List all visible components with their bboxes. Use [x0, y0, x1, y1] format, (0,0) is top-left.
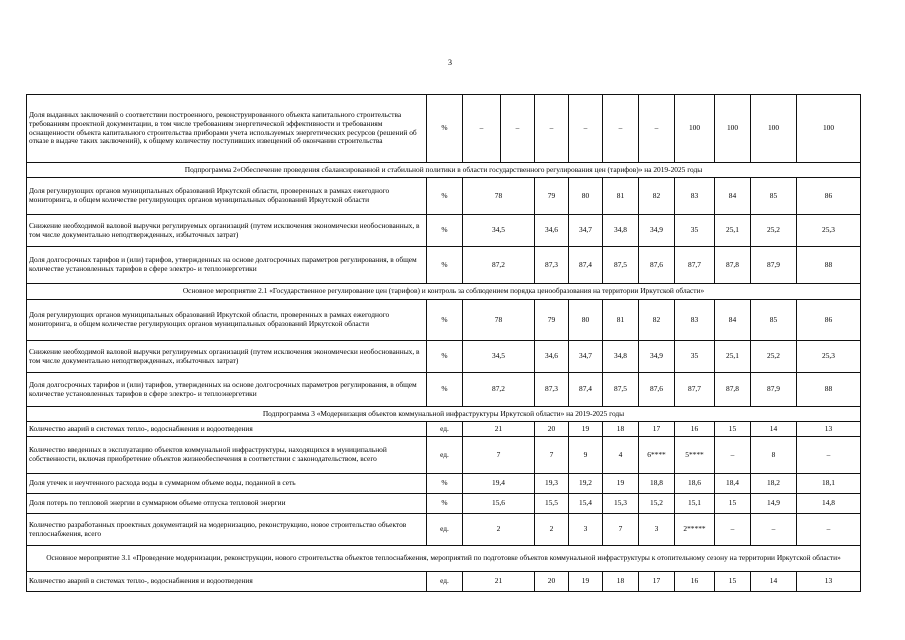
- indicator-row: [27, 437, 861, 474]
- page-number: 3: [448, 58, 452, 67]
- value-cell: –: [715, 437, 751, 474]
- value-cell: 82: [639, 178, 675, 215]
- value-cell: 79: [535, 178, 569, 215]
- value-cell: 84: [715, 300, 751, 341]
- unit-cell: %: [427, 95, 463, 163]
- value-cell: 25,1: [715, 341, 751, 373]
- value-cell: 16: [675, 572, 715, 592]
- value-cell: 8: [751, 437, 797, 474]
- value-cell: 88: [797, 247, 861, 284]
- indicator-row: [27, 474, 861, 494]
- unit-cell: %: [427, 247, 463, 284]
- value-cell: –: [751, 514, 797, 546]
- unit-cell: %: [427, 215, 463, 247]
- value-cell: 15,1: [675, 494, 715, 514]
- value-cell: 35: [675, 215, 715, 247]
- indicator-name: Количество разработанных проектных документаций на модернизацию, реконструкцию, новое строительство объектов теплоснабжения, всего: [27, 514, 427, 546]
- value-cell: 15,3: [603, 494, 639, 514]
- value-cell: 83: [675, 300, 715, 341]
- unit-cell: %: [427, 474, 463, 494]
- indicator-row: [27, 422, 861, 437]
- value-cell: 86: [797, 178, 861, 215]
- value-cell: 21: [463, 422, 535, 437]
- value-cell: 15,5: [535, 494, 569, 514]
- value-cell: 34,8: [603, 215, 639, 247]
- value-cell: 7: [535, 437, 569, 474]
- value-cell: 19: [603, 474, 639, 494]
- value-cell: 34,9: [639, 341, 675, 373]
- value-cell: 15,4: [569, 494, 603, 514]
- unit-cell: %: [427, 373, 463, 407]
- value-cell: 87,9: [751, 373, 797, 407]
- value-cell: 80: [569, 300, 603, 341]
- value-cell: 16: [675, 422, 715, 437]
- value-cell: 3: [569, 514, 603, 546]
- value-cell: 21: [463, 572, 535, 592]
- unit-cell: ед.: [427, 437, 463, 474]
- indicator-row: [27, 247, 861, 284]
- unit-cell: %: [427, 178, 463, 215]
- indicator-row: [27, 95, 861, 163]
- value-cell: 18,4: [715, 474, 751, 494]
- indicator-name: Доля утечек и неучтенного расхода воды в суммарном объеме воды, поданной в сеть: [27, 474, 427, 494]
- indicator-row: [27, 341, 861, 373]
- value-cell: 87,8: [715, 247, 751, 284]
- value-cell: 5****: [675, 437, 715, 474]
- value-cell: 87,5: [603, 373, 639, 407]
- value-cell: 2: [463, 514, 535, 546]
- value-cell: 20: [535, 572, 569, 592]
- value-cell: 87,6: [639, 247, 675, 284]
- value-cell: 34,8: [603, 341, 639, 373]
- unit-cell: ед.: [427, 514, 463, 546]
- value-cell: 81: [603, 300, 639, 341]
- value-cell: 34,7: [569, 341, 603, 373]
- value-cell: 79: [535, 300, 569, 341]
- unit-cell: %: [427, 494, 463, 514]
- value-cell: 14: [751, 422, 797, 437]
- indicator-row: [27, 178, 861, 215]
- value-cell: 87,3: [535, 373, 569, 407]
- value-cell: 18,1: [797, 474, 861, 494]
- value-cell: 78: [463, 178, 535, 215]
- value-cell: –: [463, 95, 501, 163]
- section-header-row: [27, 546, 861, 572]
- section-header-row: [27, 284, 861, 300]
- value-cell: 19: [569, 572, 603, 592]
- indicator-name: Количество аварий в системах тепло-, водоснабжения и водоотведения: [27, 572, 427, 592]
- indicator-name: Доля регулирующих органов муниципальных образований Иркутской области, проверенных в рамках ежегодного мониторинга, в общем количестве регулирующих органов муниципальных образований Иркутской области: [27, 178, 427, 215]
- value-cell: 35: [675, 341, 715, 373]
- indicator-name: Количество введенных в эксплуатацию объектов коммунальной инфраструктуры, находящихся в муниципальной собственности, включая приобретение объектов жизнеобеспечения в соответствии с законодательством, всего: [27, 437, 427, 474]
- unit-cell: ед.: [427, 422, 463, 437]
- value-cell: 87,5: [603, 247, 639, 284]
- value-cell: 17: [639, 572, 675, 592]
- value-cell: –: [603, 95, 639, 163]
- indicator-row: [27, 300, 861, 341]
- value-cell: 34,7: [569, 215, 603, 247]
- value-cell: 81: [603, 178, 639, 215]
- value-cell: 87,4: [569, 373, 603, 407]
- value-cell: 25,2: [751, 341, 797, 373]
- value-cell: 17: [639, 422, 675, 437]
- value-cell: 7: [603, 514, 639, 546]
- value-cell: –: [797, 437, 861, 474]
- value-cell: 14,9: [751, 494, 797, 514]
- value-cell: 100: [675, 95, 715, 163]
- unit-cell: %: [427, 341, 463, 373]
- indicator-row: [27, 494, 861, 514]
- value-cell: 18,8: [639, 474, 675, 494]
- value-cell: 14: [751, 572, 797, 592]
- value-cell: 25,3: [797, 215, 861, 247]
- value-cell: 34,5: [463, 341, 535, 373]
- indicator-name: Доля потерь по тепловой энергии в суммарном объеме отпуска тепловой энергии: [27, 494, 427, 514]
- section-title: Подпрограмма 3 «Модернизация объектов коммунальной инфраструктуры Иркутской области» на 2019-2025 годы: [27, 407, 861, 422]
- value-cell: 25,1: [715, 215, 751, 247]
- value-cell: 15: [715, 422, 751, 437]
- section-title: Основное мероприятие 2.1 «Государственное регулирование цен (тарифов) и контроль за соблюдением порядка ценообразования на территории Иркутской области»: [27, 284, 861, 300]
- value-cell: 15: [715, 494, 751, 514]
- value-cell: 86: [797, 300, 861, 341]
- value-cell: 34,9: [639, 215, 675, 247]
- value-cell: –: [569, 95, 603, 163]
- indicator-name: Доля долгосрочных тарифов и (или) тарифов, утвержденных на основе долгосрочных параметров регулирования, в общем количестве установленных тарифов в сфере электро- и теплоэнергетики: [27, 373, 427, 407]
- value-cell: 15,6: [463, 494, 535, 514]
- section-header-row: [27, 407, 861, 422]
- value-cell: 25,3: [797, 341, 861, 373]
- value-cell: 82: [639, 300, 675, 341]
- value-cell: 3: [639, 514, 675, 546]
- value-cell: –: [501, 95, 535, 163]
- value-cell: 87,2: [463, 247, 535, 284]
- value-cell: 87,7: [675, 247, 715, 284]
- value-cell: 34,6: [535, 215, 569, 247]
- value-cell: 87,8: [715, 373, 751, 407]
- section-title: Основное мероприятие 3.1 «Проведение модернизации, реконструкции, нового строительства объектов теплоснабжения, мероприятий по подготовке объектов коммунальной инфраструктуры к отопительному сезону на территории Иркутской области»: [27, 546, 861, 572]
- value-cell: 85: [751, 300, 797, 341]
- value-cell: 18,2: [751, 474, 797, 494]
- indicator-name: Доля долгосрочных тарифов и (или) тарифов, утвержденных на основе долгосрочных параметров регулирования, в общем количестве установленных тарифов в сфере электро- и теплоэнергетики: [27, 247, 427, 284]
- value-cell: 87,7: [675, 373, 715, 407]
- value-cell: 2: [535, 514, 569, 546]
- indicator-name: Доля выданных заключений о соответствии построенного, реконструированного объекта капитального строительства требованиям проектной документации, в том числе требованиям энергетической эффективности и требованиям оснащенности объекта капитального строительства приборами учета используемых энергетических ресурсов (решений об отказе в выдаче таких заключений), к общему количеству поступивших извещений об окончании строительства: [27, 95, 427, 163]
- value-cell: –: [715, 514, 751, 546]
- indicator-name: Снижение необходимой валовой выручки регулируемых организаций (путем исключения экономически необоснованных, в том числе документально неподтвержденных, избыточных затрат): [27, 341, 427, 373]
- unit-cell: %: [427, 300, 463, 341]
- value-cell: –: [639, 95, 675, 163]
- value-cell: 88: [797, 373, 861, 407]
- value-cell: 84: [715, 178, 751, 215]
- value-cell: 13: [797, 422, 861, 437]
- value-cell: 19: [569, 422, 603, 437]
- value-cell: 14,8: [797, 494, 861, 514]
- value-cell: 83: [675, 178, 715, 215]
- indicator-name: Доля регулирующих органов муниципальных образований Иркутской области, проверенных в рамках ежегодного мониторинга, в общем количестве регулирующих органов муниципальных образований Иркутской области: [27, 300, 427, 341]
- value-cell: 100: [751, 95, 797, 163]
- value-cell: 85: [751, 178, 797, 215]
- indicator-row: [27, 514, 861, 546]
- value-cell: 7: [463, 437, 535, 474]
- value-cell: 34,5: [463, 215, 535, 247]
- indicator-row: [27, 215, 861, 247]
- value-cell: 15: [715, 572, 751, 592]
- value-cell: 15,2: [639, 494, 675, 514]
- value-cell: 9: [569, 437, 603, 474]
- value-cell: 87,3: [535, 247, 569, 284]
- indicator-row: [27, 572, 861, 592]
- value-cell: 6****: [639, 437, 675, 474]
- unit-cell: ед.: [427, 572, 463, 592]
- value-cell: 13: [797, 572, 861, 592]
- value-cell: 25,2: [751, 215, 797, 247]
- indicator-row: [27, 373, 861, 407]
- value-cell: 87,6: [639, 373, 675, 407]
- indicator-name: Снижение необходимой валовой выручки регулируемых организаций (путем исключения экономически необоснованных, в том числе документально неподтвержденных, избыточных затрат): [27, 215, 427, 247]
- value-cell: –: [797, 514, 861, 546]
- indicator-name: Количество аварий в системах тепло-, водоснабжения и водоотведения: [27, 422, 427, 437]
- value-cell: 87,4: [569, 247, 603, 284]
- value-cell: 18: [603, 422, 639, 437]
- value-cell: 78: [463, 300, 535, 341]
- value-cell: 18: [603, 572, 639, 592]
- value-cell: 87,2: [463, 373, 535, 407]
- value-cell: 80: [569, 178, 603, 215]
- value-cell: 4: [603, 437, 639, 474]
- value-cell: 19,4: [463, 474, 535, 494]
- value-cell: 19,3: [535, 474, 569, 494]
- value-cell: 34,6: [535, 341, 569, 373]
- value-cell: 20: [535, 422, 569, 437]
- value-cell: 2*****: [675, 514, 715, 546]
- value-cell: 87,9: [751, 247, 797, 284]
- value-cell: 19,2: [569, 474, 603, 494]
- section-title: Подпрограмма 2«Обеспечение проведения сбалансированной и стабильной политики в области государственного регулирования цен (тарифов)» на 2019-2025 годы: [27, 163, 861, 178]
- value-cell: 100: [715, 95, 751, 163]
- indicators-table: [26, 94, 861, 592]
- value-cell: 100: [797, 95, 861, 163]
- value-cell: –: [535, 95, 569, 163]
- section-header-row: [27, 163, 861, 178]
- value-cell: 18,6: [675, 474, 715, 494]
